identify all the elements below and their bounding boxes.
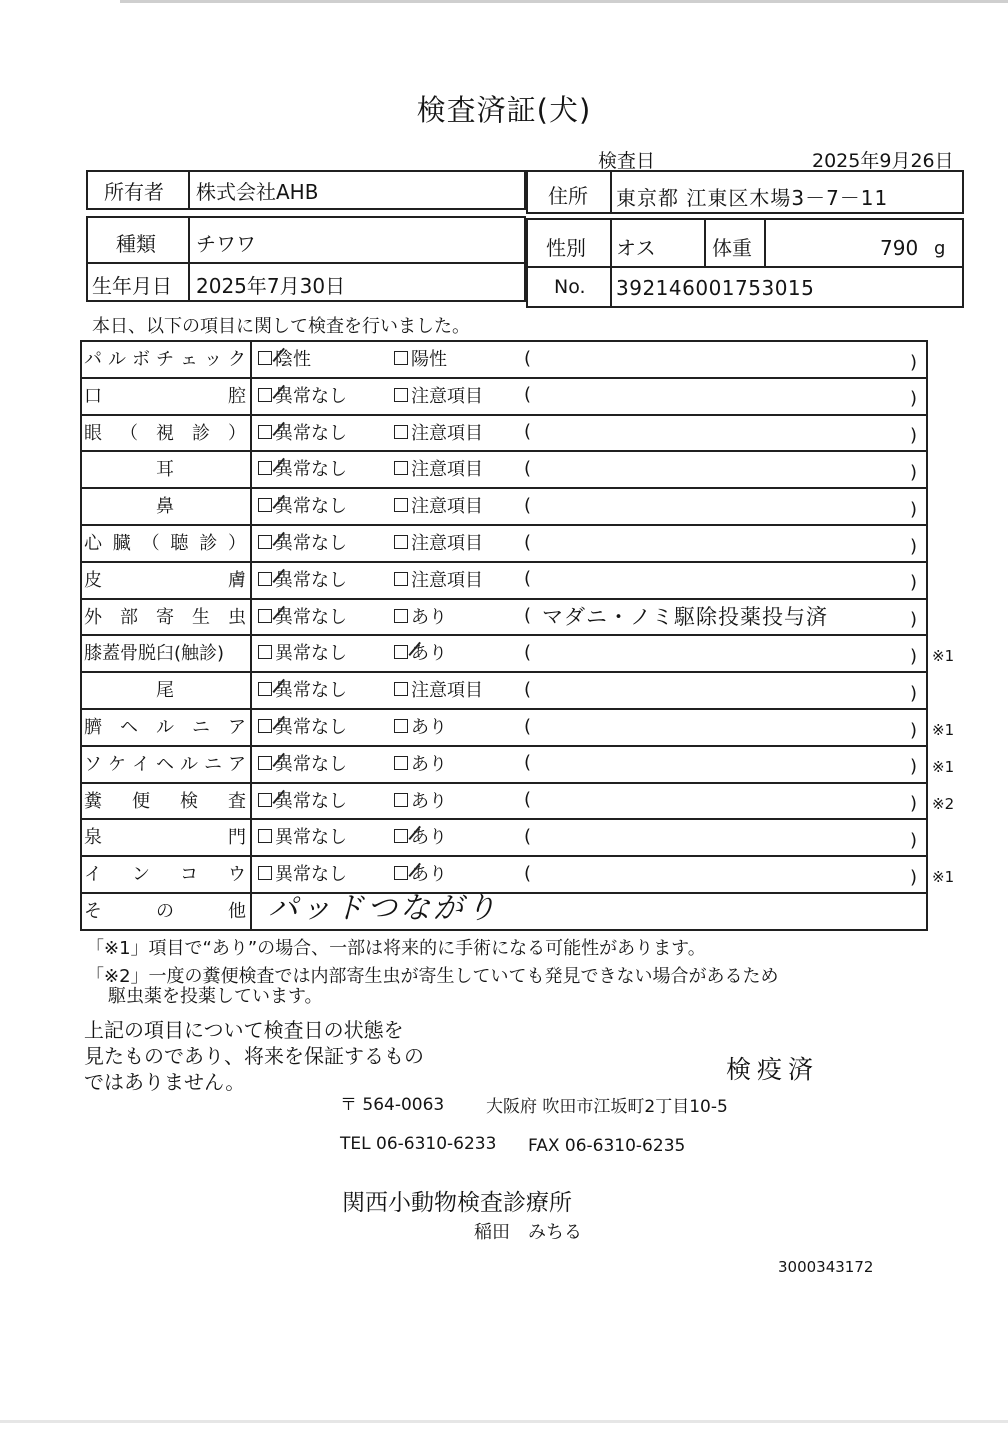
option-label: 異常なし — [275, 385, 347, 407]
checkbox[interactable] — [394, 535, 408, 549]
option-attention[interactable] — [394, 378, 483, 412]
option-label: 異常なし — [275, 422, 347, 444]
category-char: ッ — [204, 349, 222, 370]
note-close-paren: ) — [910, 388, 918, 410]
option-label: あり — [411, 827, 447, 849]
note-close-paren: ) — [910, 461, 918, 483]
category-char: 膝蓋骨脱臼(触診) — [84, 643, 225, 665]
note-open-paren: ( — [524, 752, 532, 774]
row-category — [84, 856, 246, 890]
option-label: あり — [411, 606, 447, 628]
checked-checkbox[interactable] — [258, 351, 272, 365]
checkbox[interactable] — [394, 609, 408, 623]
note-close-paren: ) — [910, 535, 918, 557]
row-category-other — [84, 893, 246, 927]
category-char: ク — [228, 349, 246, 370]
option-label: 注意項目 — [411, 459, 483, 481]
table-rule — [80, 929, 928, 931]
option-label: 注意項目 — [411, 385, 483, 407]
option-normal[interactable] — [258, 635, 347, 669]
option-normal[interactable] — [258, 451, 347, 485]
note-close-paren: ) — [910, 719, 918, 741]
footnote-mark: ※2 — [932, 794, 955, 813]
category-char: イ — [84, 864, 102, 886]
dob-value: 2025年7月30日 — [196, 274, 346, 298]
breed-value: チワワ — [196, 232, 256, 256]
option-label: 異常なし — [275, 496, 347, 518]
no-label: No. — [554, 276, 586, 298]
checkbox[interactable] — [394, 793, 408, 807]
checked-checkbox[interactable] — [258, 535, 272, 549]
category-char: 診 — [192, 422, 210, 444]
document-title: 検査済証(犬) — [416, 93, 592, 127]
category-char: パ — [84, 349, 102, 370]
category-char: ェ — [180, 349, 198, 370]
option-label: 異常なし — [275, 569, 347, 591]
quarantine-stamp: 検疫済 — [726, 1055, 820, 1084]
checkbox[interactable] — [394, 351, 408, 365]
checked-checkbox[interactable] — [258, 498, 272, 512]
option-label: 異常なし — [275, 753, 347, 775]
note-open-paren: ( — [524, 678, 532, 700]
option-attention[interactable] — [394, 819, 447, 853]
footnote-mark: ※1 — [932, 757, 955, 776]
checked-checkbox[interactable] — [258, 756, 272, 770]
option-label: 陽性 — [411, 349, 447, 370]
note-open-paren: ( — [524, 568, 532, 590]
checkbox[interactable] — [258, 645, 272, 659]
note-open-paren: ( — [524, 421, 532, 443]
intro-text: 本日、以下の項目に関して検査を行いました。 — [92, 316, 470, 337]
category-char: ニ — [192, 717, 210, 738]
note-open-paren: ( — [524, 457, 532, 479]
table-category-divider — [250, 340, 252, 931]
footnote-3: 駆虫薬を投薬しています。 — [108, 986, 323, 1007]
category-char: （ — [141, 533, 160, 554]
disclaimer-line-2: 見たものであり、将来を保証するもの — [84, 1044, 424, 1068]
category-char: 鼻 — [156, 496, 174, 518]
checked-checkbox[interactable] — [394, 829, 408, 843]
option-attention[interactable] — [394, 599, 447, 633]
option-label: 異常なし — [275, 459, 347, 481]
row-category — [84, 599, 246, 633]
checkbox[interactable] — [394, 572, 408, 586]
option-normal[interactable] — [258, 819, 347, 853]
note-open-paren: ( — [524, 789, 532, 811]
weight-unit: g — [934, 238, 946, 259]
note-close-paren: ) — [910, 866, 918, 888]
category-char: ） — [228, 422, 246, 444]
category-char: 視 — [156, 422, 174, 444]
checkbox[interactable] — [394, 388, 408, 402]
checkbox[interactable] — [258, 866, 272, 880]
option-label: 注意項目 — [411, 496, 483, 518]
category-char: 口 — [84, 385, 102, 407]
checked-checkbox[interactable] — [258, 719, 272, 733]
table-left-border — [80, 340, 82, 931]
option-label: あり — [411, 753, 447, 775]
row-category — [84, 783, 246, 817]
option-attention[interactable] — [394, 783, 447, 817]
checkbox[interactable] — [394, 461, 408, 475]
checked-checkbox[interactable] — [394, 645, 408, 659]
clinic-address: 大阪府 吹田市江坂町2丁目10-5 — [486, 1097, 728, 1117]
option-label: 異常なし — [275, 790, 347, 812]
note-close-paren: ) — [910, 756, 918, 778]
category-char: 査 — [228, 790, 246, 812]
owner-value: 株式会社AHB — [196, 180, 319, 204]
category-char: ヘ — [120, 717, 138, 738]
dob-label: 生年月日 — [92, 274, 172, 298]
note-open-paren: ( — [524, 494, 532, 516]
checked-checkbox[interactable] — [258, 461, 272, 475]
checkbox[interactable] — [258, 829, 272, 843]
option-label: 異常なし — [275, 680, 347, 702]
category-char: 虫 — [228, 606, 246, 628]
option-normal[interactable] — [258, 599, 347, 633]
exam-date-label: 検査日 — [598, 150, 656, 172]
category-char: 尾 — [156, 680, 174, 702]
category-char: 寄 — [156, 606, 174, 628]
disclaimer-line-3: ではありません。 — [84, 1070, 246, 1094]
option-label: 異常なし — [275, 827, 347, 849]
footnote-1: 「※1」項目で“あり”の場合、一部は将来的に手術になる可能性があります。 — [86, 938, 706, 959]
category-char: 生 — [192, 606, 210, 628]
option-label: 注意項目 — [411, 680, 483, 702]
option-label: あり — [411, 864, 447, 886]
option-normal[interactable] — [258, 562, 347, 596]
row-category — [84, 746, 246, 780]
option-label: 陰性 — [275, 349, 311, 370]
option-normal[interactable] — [258, 525, 347, 559]
category-char: ル — [156, 717, 174, 738]
serial-number: 3000343172 — [778, 1258, 874, 1276]
note-close-paren: ) — [910, 829, 918, 851]
row-category — [84, 415, 246, 449]
row-category — [84, 525, 246, 559]
clinic-name: 関西小動物検査診療所 — [342, 1190, 572, 1216]
option-label: 異常なし — [275, 864, 347, 886]
option-attention[interactable] — [394, 709, 447, 743]
category-char: ヘ — [156, 753, 174, 775]
category-char: ル — [108, 349, 126, 370]
clinic-tel: TEL 06-6310-6233 — [340, 1134, 497, 1154]
option-label: 注意項目 — [411, 569, 483, 591]
checked-checkbox[interactable] — [258, 609, 272, 623]
note-open-paren: ( — [524, 641, 532, 663]
exam-date-value: 2025年9月26日 — [812, 150, 954, 172]
option-label: あり — [411, 790, 447, 812]
weight-value: 790 — [880, 236, 919, 260]
checkbox[interactable] — [394, 425, 408, 439]
option-attention[interactable] — [394, 488, 483, 522]
option-label: あり — [411, 717, 447, 738]
category-char: 聴 — [170, 533, 189, 554]
category-char: 糞 — [84, 790, 102, 812]
category-char: 外 — [84, 606, 102, 628]
sex-label: 性別 — [546, 236, 586, 260]
option-label: 注意項目 — [411, 533, 483, 554]
checkbox[interactable] — [394, 682, 408, 696]
category-char: 検 — [180, 790, 198, 812]
row-category — [84, 488, 246, 522]
option-attention[interactable] — [394, 562, 483, 596]
checkbox[interactable] — [394, 719, 408, 733]
category-char: 心 — [84, 533, 102, 554]
checked-checkbox[interactable] — [258, 682, 272, 696]
category-char: 臍 — [84, 717, 102, 738]
option-label: 異常なし — [275, 606, 347, 628]
category-char: 皮 — [84, 569, 102, 591]
note-close-paren: ) — [910, 425, 918, 447]
footnote-mark: ※1 — [932, 721, 955, 739]
category-char: コ — [180, 864, 198, 886]
note-open-paren: ( — [524, 862, 532, 884]
category-char: ン — [132, 864, 150, 886]
checkbox[interactable] — [394, 498, 408, 512]
row-category — [84, 562, 246, 596]
owner-label: 所有者 — [104, 180, 164, 204]
handwritten-other-note: パッドつながり — [268, 891, 499, 926]
option-attention[interactable] — [394, 525, 483, 559]
row-category — [84, 341, 246, 375]
category-char: ル — [180, 753, 198, 775]
note-close-paren: ) — [910, 498, 918, 520]
category-char: 部 — [120, 606, 138, 628]
category-char: ボ — [132, 349, 150, 370]
checked-checkbox[interactable] — [258, 425, 272, 439]
note-open-paren: ( — [524, 531, 532, 553]
option-label: 異常なし — [275, 717, 347, 738]
option-label: 注意項目 — [411, 422, 483, 444]
category-char: 腔 — [228, 385, 246, 407]
option-attention[interactable] — [394, 451, 483, 485]
breed-label: 種類 — [116, 232, 156, 256]
option-normal[interactable] — [258, 672, 347, 706]
no-value: 392146001753015 — [616, 276, 815, 300]
disclaimer-line-1: 上記の項目について検査日の状態を — [84, 1018, 404, 1042]
option-normal[interactable] — [258, 378, 347, 412]
clinic-person: 稲田 みちる — [474, 1222, 582, 1243]
table-right-border — [926, 340, 928, 931]
category-char: そ — [84, 901, 102, 922]
address-value: 東京都 江東区木場3－7－11 — [616, 186, 889, 210]
row-category — [84, 635, 246, 669]
category-char: チ — [156, 349, 174, 370]
note-open-paren: ( — [524, 825, 532, 847]
checkbox[interactable] — [394, 756, 408, 770]
option-attention[interactable] — [394, 635, 447, 669]
note-close-paren: ) — [910, 645, 918, 667]
category-char: イ — [132, 753, 150, 775]
scan-edge-top — [120, 0, 1008, 3]
category-char: （ — [120, 422, 138, 444]
option-label: 異常なし — [275, 533, 347, 554]
category-char: 耳 — [156, 459, 174, 481]
sex-value: オス — [616, 236, 656, 260]
option-normal[interactable] — [258, 415, 347, 449]
option-label: 異常なし — [275, 643, 347, 665]
row-category — [84, 378, 246, 412]
checked-checkbox[interactable] — [258, 572, 272, 586]
option-label: あり — [411, 643, 447, 665]
address-label: 住所 — [548, 184, 588, 208]
clinic-postal: 〒 564-0063 — [340, 1095, 445, 1115]
category-char: ） — [227, 533, 246, 554]
checked-checkbox[interactable] — [258, 388, 272, 402]
category-char: 便 — [132, 790, 150, 812]
note-close-paren: ) — [910, 572, 918, 594]
checked-checkbox[interactable] — [258, 793, 272, 807]
category-char: 膚 — [228, 569, 246, 591]
category-char: 門 — [228, 827, 246, 849]
row-category — [84, 819, 246, 853]
row-category — [84, 451, 246, 485]
category-char: 臓 — [112, 533, 131, 554]
category-char: 他 — [228, 901, 246, 922]
row-note: マダニ・ノミ駆除投薬投与済 — [542, 604, 828, 629]
note-open-paren: ( — [524, 347, 532, 369]
category-char: の — [156, 901, 174, 922]
note-close-paren: ) — [910, 793, 918, 815]
option-attention[interactable] — [394, 415, 483, 449]
row-category — [84, 672, 246, 706]
category-char: ウ — [228, 864, 246, 886]
row-category — [84, 709, 246, 743]
clinic-fax: FAX 06-6310-6235 — [528, 1136, 686, 1156]
note-close-paren: ) — [910, 609, 918, 631]
note-close-paren: ) — [910, 682, 918, 704]
option-attention[interactable] — [394, 672, 483, 706]
category-char: ア — [228, 753, 246, 775]
category-char: ア — [228, 717, 246, 738]
checked-checkbox[interactable] — [394, 866, 408, 880]
scan-edge-bottom — [0, 1420, 1008, 1423]
note-close-paren: ) — [910, 351, 918, 373]
category-char: ニ — [204, 753, 222, 775]
option-attention[interactable] — [394, 341, 447, 375]
option-normal[interactable] — [258, 341, 311, 375]
footnote-mark: ※1 — [932, 647, 955, 666]
category-char: 診 — [199, 533, 218, 554]
option-normal[interactable] — [258, 746, 347, 780]
note-open-paren: ( — [524, 384, 532, 406]
option-attention[interactable] — [394, 746, 447, 780]
note-open-paren: ( — [524, 715, 532, 737]
note-open-paren: ( — [524, 605, 532, 627]
category-char: ソ — [84, 753, 102, 775]
footnote-2: 「※2」一度の糞便検査では内部寄生虫が寄生していても発見できない場合があるため — [86, 966, 779, 987]
weight-label: 体重 — [712, 236, 752, 260]
option-normal[interactable] — [258, 783, 347, 817]
option-normal[interactable] — [258, 488, 347, 522]
option-normal[interactable] — [258, 709, 347, 743]
footnote-mark: ※1 — [932, 868, 955, 887]
category-char: 眼 — [84, 422, 102, 444]
category-char: 泉 — [84, 827, 102, 849]
category-char: ケ — [108, 753, 126, 775]
